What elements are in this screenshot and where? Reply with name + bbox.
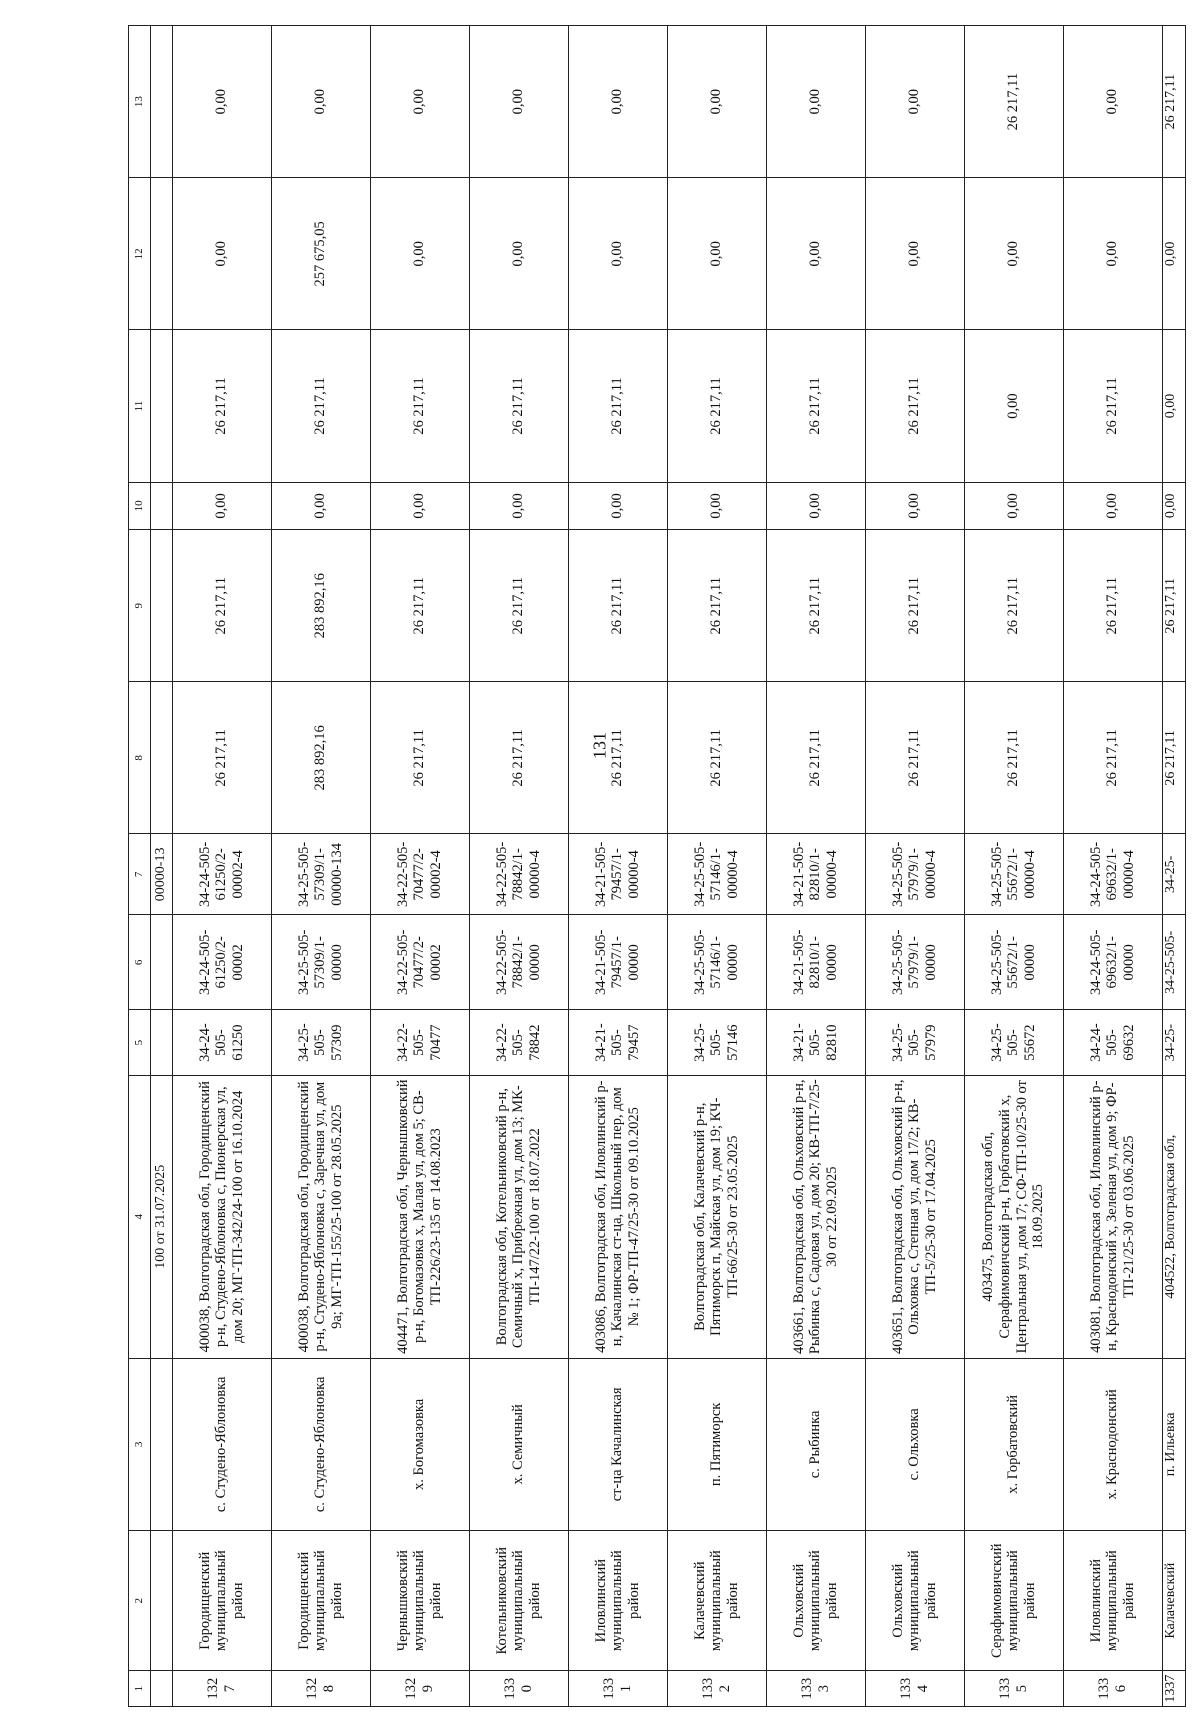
col8-amount-cell: 26 217,11 <box>964 682 1063 834</box>
column-number: 7 <box>129 834 151 915</box>
table-row <box>469 26 568 1707</box>
col10-amount-cell: 0,00 <box>469 482 568 530</box>
empty-cell <box>150 530 172 682</box>
address-cell: Волгоградская обл, Калачевский р-н, Пятиморск п, Майская ул, дом 19; КЧ-ТП-66/25-30 от 23.05.2025 <box>667 1075 766 1358</box>
row-number: 1327 <box>172 1671 271 1707</box>
col10-amount-cell: 0,00 <box>370 482 469 530</box>
col5-code-cell: 34-25-505-57146 <box>667 1010 766 1075</box>
table-row <box>667 26 766 1707</box>
empty-cell <box>150 915 172 1010</box>
col8-amount-cell: 26 217,11 <box>568 682 667 834</box>
col5-code-cell: 34-25-505-55672 <box>964 1010 1063 1075</box>
empty-cell <box>150 26 172 178</box>
address-cell: 403475, Волгоградская обл, Серафимовичский р-н, Горбатовский х, Центральная ул, дом 17; СФ-ТП-10/25-30 от 18.09.2025 <box>964 1075 1063 1358</box>
col5-code-cell: 34-25- <box>1162 1010 1185 1075</box>
col12-amount-cell: 0,00 <box>667 178 766 330</box>
district-cell: Иловлинский муниципальный район <box>1063 1531 1162 1671</box>
col8-amount-cell: 26 217,11 <box>667 682 766 834</box>
column-number: 9 <box>129 530 151 682</box>
col9-amount-cell: 26 217,11 <box>964 530 1063 682</box>
district-cell: Котельниковский муниципальный район <box>469 1531 568 1671</box>
col13-amount-cell: 0,00 <box>469 26 568 178</box>
district-cell: Калачевский муниципальный район <box>667 1531 766 1671</box>
col11-amount-cell: 26 217,11 <box>469 330 568 482</box>
empty-cell <box>150 1010 172 1075</box>
col6-code-cell: 34-25-505-57309/1-00000 <box>271 915 370 1010</box>
district-cell: Иловлинский муниципальный район <box>568 1531 667 1671</box>
col7-code-cell: 34-24-505-61250/2-00002-4 <box>172 834 271 915</box>
col8-amount-cell: 26 217,11 <box>865 682 964 834</box>
column-number-row <box>129 26 151 1707</box>
col10-amount-cell: 0,00 <box>1063 482 1162 530</box>
table-row <box>271 26 370 1707</box>
district-cell: Ольховский муниципальный район <box>766 1531 865 1671</box>
col11-amount-cell: 26 217,11 <box>271 330 370 482</box>
col9-amount-cell: 26 217,11 <box>766 530 865 682</box>
row-number: 1337 <box>1162 1671 1185 1707</box>
district-cell: Городищенский муниципальный район <box>271 1531 370 1671</box>
col6-code-cell: 34-22-505-70477/2-00002 <box>370 915 469 1010</box>
address-cell: 403086, Волгоградская обл, Иловлинский р-н, Качалинская ст-ца, Школьный пер, дом № 1; ФР-ТП-47/25-30 от 09.10.2025 <box>568 1075 667 1358</box>
locality-cell: п. Ильевка <box>1162 1358 1185 1530</box>
continuation-row <box>150 26 172 1707</box>
column-number: 11 <box>129 330 151 482</box>
address-cell: 404522, Волгоградская обл, <box>1162 1075 1185 1358</box>
col8-amount-cell: 26 217,11 <box>766 682 865 834</box>
row-number: 1333 <box>766 1671 865 1707</box>
col6-code-cell: 34-25-505- <box>1162 915 1185 1010</box>
col7-code-cell: 34-22-505-70477/2-00002-4 <box>370 834 469 915</box>
col5-code-cell: 34-25-505-57979 <box>865 1010 964 1075</box>
col13-amount-cell: 0,00 <box>766 26 865 178</box>
col6-code-cell: 34-22-505-78842/1-00000 <box>469 915 568 1010</box>
col5-code-cell: 34-21-505-79457 <box>568 1010 667 1075</box>
col7-code-cell: 34-24-505-69632/1-00000-4 <box>1063 834 1162 915</box>
col8-amount-cell: 283 892,16 <box>271 682 370 834</box>
col12-amount-cell: 0,00 <box>1162 178 1185 330</box>
empty-cell <box>150 1671 172 1707</box>
col13-amount-cell: 26 217,11 <box>964 26 1063 178</box>
col12-amount-cell: 0,00 <box>766 178 865 330</box>
col6-code-cell: 34-25-505-57146/1-00000 <box>667 915 766 1010</box>
column-number: 10 <box>129 482 151 530</box>
col11-amount-cell: 26 217,11 <box>172 330 271 482</box>
table-row-partial <box>1162 26 1185 1707</box>
district-cell: Чернышковский муниципальный район <box>370 1531 469 1671</box>
column-number: 3 <box>129 1358 151 1530</box>
col5-code-cell: 34-24-505-69632 <box>1063 1010 1162 1075</box>
table-row <box>766 26 865 1707</box>
col11-amount-cell: 26 217,11 <box>865 330 964 482</box>
col11-amount-cell: 26 217,11 <box>766 330 865 482</box>
address-cell: 404471, Волгоградская обл, Чернышковский р-н, Богомазовка х, Малая ул, дом 5; СВ-ТП-226/23-135 от 14.08.2023 <box>370 1075 469 1358</box>
locality-cell: с. Рыбинка <box>766 1358 865 1530</box>
district-cell: Серафимовичский муниципальный район <box>964 1531 1063 1671</box>
col9-amount-cell: 26 217,11 <box>667 530 766 682</box>
col11-amount-cell: 26 217,11 <box>568 330 667 482</box>
col6-code-cell: 34-24-505-69632/1-00000 <box>1063 915 1162 1010</box>
table-row <box>568 26 667 1707</box>
col7-code-cell: 34-25- <box>1162 834 1185 915</box>
address-cell: 403651, Волгоградская обл, Ольховский р-н, Ольховка с, Степная ул, дом 17/2; КВ-ТП-5/25-30 от 17.04.2025 <box>865 1075 964 1358</box>
col11-amount-cell: 26 217,11 <box>667 330 766 482</box>
col8-amount-cell: 26 217,11 <box>370 682 469 834</box>
col11-amount-cell: 0,00 <box>964 330 1063 482</box>
col13-amount-cell: 0,00 <box>667 26 766 178</box>
column-number: 2 <box>129 1531 151 1671</box>
locality-cell: с. Студено-Яблоновка <box>172 1358 271 1530</box>
empty-cell <box>150 482 172 530</box>
row-number: 1330 <box>469 1671 568 1707</box>
col7-code-cell: 34-25-505-57309/1-00000-134 <box>271 834 370 915</box>
col5-code-cell: 34-25-505-57309 <box>271 1010 370 1075</box>
locality-cell: ст-ца Качалинская <box>568 1358 667 1530</box>
table-row <box>964 26 1063 1707</box>
col10-amount-cell: 0,00 <box>271 482 370 530</box>
col7-code-cell: 34-25-505-57146/1-00000-4 <box>667 834 766 915</box>
col7-code-cell: 34-21-505-82810/1-00000-4 <box>766 834 865 915</box>
col6-code-cell: 34-25-505-57979/1-00000 <box>865 915 964 1010</box>
address-cell: 400038, Волгоградская обл, Городищенский р-н, Студено-Яблоновка с, Пионерская ул, дом 20; МГ-ТП-342/24-100 от 16.10.2024 <box>172 1075 271 1358</box>
col7-code-cell: 34-21-505-79457/1-00000-4 <box>568 834 667 915</box>
locality-cell: х. Краснодонский <box>1063 1358 1162 1530</box>
row-number: 1335 <box>964 1671 1063 1707</box>
col8-amount-cell: 26 217,11 <box>469 682 568 834</box>
col8-amount-cell: 26 217,11 <box>172 682 271 834</box>
col5-code-cell: 34-22-505-70477 <box>370 1010 469 1075</box>
table-row <box>172 26 271 1707</box>
page-number: 131 <box>589 732 610 759</box>
col12-amount-cell: 0,00 <box>964 178 1063 330</box>
col13-amount-cell: 26 217,11 <box>1162 26 1185 178</box>
empty-cell <box>150 682 172 834</box>
col12-amount-cell: 0,00 <box>1063 178 1162 330</box>
row-number: 1332 <box>667 1671 766 1707</box>
col7-code-cell: 34-25-505-55672/1-00000-4 <box>964 834 1063 915</box>
col13-amount-cell: 0,00 <box>271 26 370 178</box>
col9-amount-cell: 283 892,16 <box>271 530 370 682</box>
col9-amount-cell: 26 217,11 <box>865 530 964 682</box>
col10-amount-cell: 0,00 <box>667 482 766 530</box>
col5-code-cell: 34-21-505-82810 <box>766 1010 865 1075</box>
col12-amount-cell: 0,00 <box>172 178 271 330</box>
column-number: 6 <box>129 915 151 1010</box>
registry-table <box>128 25 1186 1707</box>
col7-code-cell: 34-25-505-57979/1-00000-4 <box>865 834 964 915</box>
col13-amount-cell: 0,00 <box>172 26 271 178</box>
district-cell: Городищенский муниципальный район <box>172 1531 271 1671</box>
col11-amount-cell: 0,00 <box>1162 330 1185 482</box>
col10-amount-cell: 0,00 <box>1162 482 1185 530</box>
column-number: 5 <box>129 1010 151 1075</box>
table-row <box>370 26 469 1707</box>
row-number: 1328 <box>271 1671 370 1707</box>
col12-amount-cell: 0,00 <box>568 178 667 330</box>
empty-cell <box>150 178 172 330</box>
col9-amount-cell: 26 217,11 <box>568 530 667 682</box>
col13-amount-cell: 0,00 <box>1063 26 1162 178</box>
col13-amount-cell: 0,00 <box>568 26 667 178</box>
col6-code-cell: 34-25-505-55672/1-00000 <box>964 915 1063 1010</box>
address-cell: 403081, Волгоградская обл, Иловлинский р-н, Краснодонский х, Зеленая ул, дом 9; ФР-ТП-21/25-30 от 03.06.2025 <box>1063 1075 1162 1358</box>
col10-amount-cell: 0,00 <box>568 482 667 530</box>
col8-amount-cell: 26 217,11 <box>1063 682 1162 834</box>
col11-amount-cell: 26 217,11 <box>370 330 469 482</box>
col6-code-cell: 34-21-505-82810/1-00000 <box>766 915 865 1010</box>
row-number: 1334 <box>865 1671 964 1707</box>
address-cell: 400038, Волгоградская обл, Городищенский р-н, Студено-Яблоновка с, Заречная ул, дом 9а; МГ-ТП-155/25-100 от 28.05.2025 <box>271 1075 370 1358</box>
column-number: 4 <box>129 1075 151 1358</box>
col10-amount-cell: 0,00 <box>865 482 964 530</box>
col5-code-cell: 34-24-505-61250 <box>172 1010 271 1075</box>
col10-amount-cell: 0,00 <box>766 482 865 530</box>
column-number: 13 <box>129 26 151 178</box>
locality-cell: х. Семичный <box>469 1358 568 1530</box>
table-row <box>865 26 964 1707</box>
col12-amount-cell: 0,00 <box>469 178 568 330</box>
col6-code-cell: 34-24-505-61250/2-00002 <box>172 915 271 1010</box>
empty-cell <box>150 330 172 482</box>
locality-cell: х. Горбатовский <box>964 1358 1063 1530</box>
col7-code-cell: 34-22-505-78842/1-00000-4 <box>469 834 568 915</box>
locality-cell: х. Богомазовка <box>370 1358 469 1530</box>
col9-amount-cell: 26 217,11 <box>1063 530 1162 682</box>
col12-amount-cell: 257 675,05 <box>271 178 370 330</box>
column-number: 1 <box>129 1671 151 1707</box>
row-number: 1329 <box>370 1671 469 1707</box>
col9-amount-cell: 26 217,11 <box>1162 530 1185 682</box>
col9-amount-cell: 26 217,11 <box>172 530 271 682</box>
row-number: 1336 <box>1063 1671 1162 1707</box>
col12-amount-cell: 0,00 <box>370 178 469 330</box>
col13-amount-cell: 0,00 <box>865 26 964 178</box>
col11-amount-cell: 26 217,11 <box>1063 330 1162 482</box>
continuation-address: 100 от 31.07.2025 <box>150 1075 172 1358</box>
address-cell: 403661, Волгоградская обл, Ольховский р-н, Рыбинка с, Садовая ул, дом 20; КВ-ТП-7/25-30 от 22.09.2025 <box>766 1075 865 1358</box>
locality-cell: с. Ольховка <box>865 1358 964 1530</box>
col6-code-cell: 34-21-505-79457/1-00000 <box>568 915 667 1010</box>
column-number: 12 <box>129 178 151 330</box>
col9-amount-cell: 26 217,11 <box>469 530 568 682</box>
col8-amount-cell: 26 217,11 <box>1162 682 1185 834</box>
district-cell: Калачевский <box>1162 1531 1185 1671</box>
column-number: 8 <box>129 682 151 834</box>
row-number: 1331 <box>568 1671 667 1707</box>
col10-amount-cell: 0,00 <box>172 482 271 530</box>
table-row <box>1063 26 1162 1707</box>
empty-cell <box>150 1358 172 1530</box>
address-cell: Волгоградская обл, Котельниковский р-н, Семичный х, Прибрежная ул, дом 13; МК-ТП-147/22-100 от 18.07.2022 <box>469 1075 568 1358</box>
empty-cell <box>150 1531 172 1671</box>
locality-cell: п. Пятиморск <box>667 1358 766 1530</box>
col13-amount-cell: 0,00 <box>370 26 469 178</box>
locality-cell: с. Студено-Яблоновка <box>271 1358 370 1530</box>
col9-amount-cell: 26 217,11 <box>370 530 469 682</box>
district-cell: Ольховский муниципальный район <box>865 1531 964 1671</box>
col10-amount-cell: 0,00 <box>964 482 1063 530</box>
col5-code-cell: 34-22-505-78842 <box>469 1010 568 1075</box>
continuation-col7: 00000-13 <box>150 834 172 915</box>
col12-amount-cell: 0,00 <box>865 178 964 330</box>
